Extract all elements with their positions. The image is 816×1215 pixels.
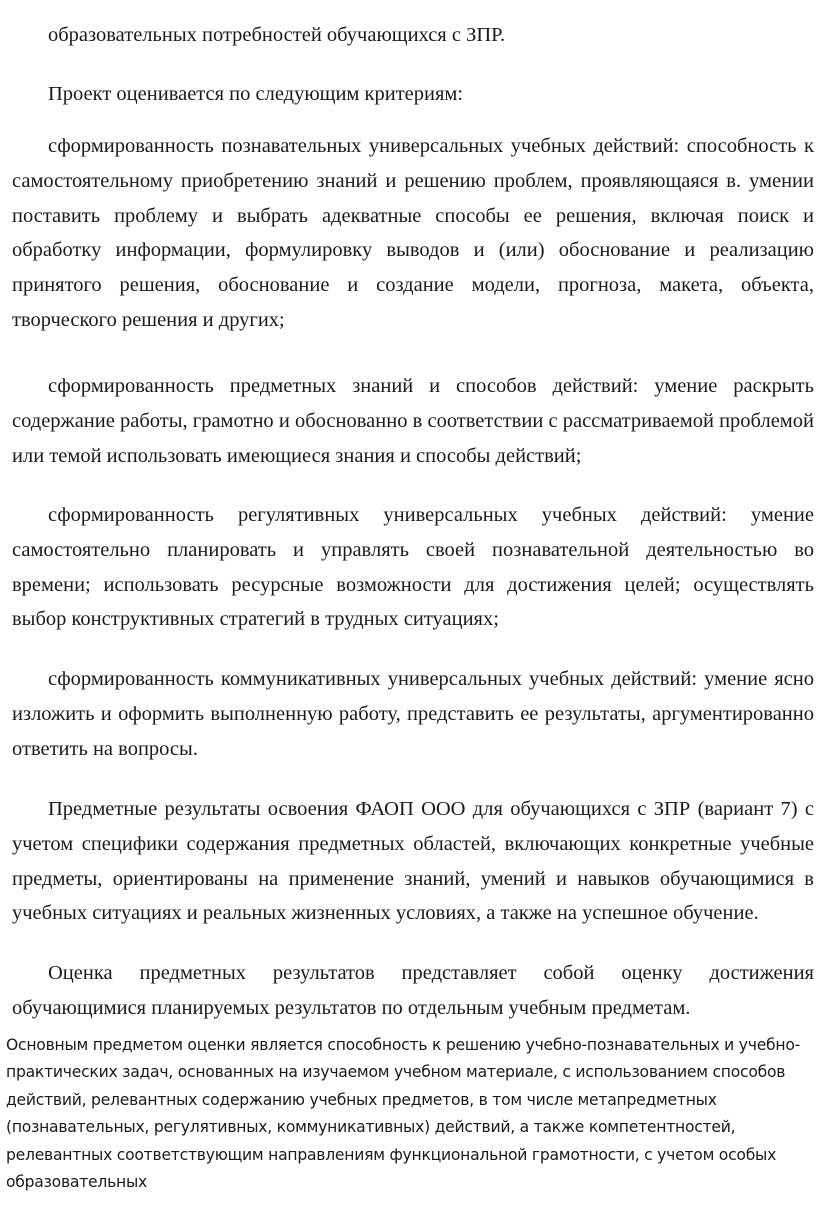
paragraph-assessment: Оценка предметных результатов представляет собой оценку достижения обучающимися планируемых результатов по отдельным учебным предметам. xyxy=(12,962,814,1019)
paragraph-subject-knowledge-criterion: сформированность предметных знаний и способов действий: умение раскрыть содержание работы, грамотно и обоснованно в соответствии с рассматриваемой проблемой или темой использовать имеющиеся знания и способы действий; xyxy=(12,375,814,467)
paragraph-subject-results: Предметные результаты освоения ФАОП ООО для обучающихся с ЗПР (вариант 7) с учетом специфики содержания предметных областей, включающих конкретные учебные предметы, ориентированы на применение знаний, умений и навыков обучающимися в учебных ситуациях и реальных жизненных условиях, а также на успешное обучение. xyxy=(12,798,814,925)
paragraph-regulatory-criterion: сформированность регулятивных универсальных учебных действий: умение самостоятельно планировать и управлять своей познавательной деятельностью во времени; использовать ресурсные возможности для достижения целей; осуществлять выбор конструктивных стратегий в трудных ситуациях; xyxy=(12,504,814,631)
paragraph-communicative-criterion: сформированность коммуникативных универсальных учебных действий: умение ясно изложить и оформить выполненную работу, представить ее результаты, аргументированно ответить на вопросы. xyxy=(12,668,814,760)
paragraph-criteria-heading: Проект оценивается по следующим критериям: xyxy=(48,83,464,105)
paragraph-intro-fragment: образовательных потребностей обучающихся с ЗПР. xyxy=(48,24,506,46)
paragraph-cognitive-criterion: сформированность познавательных универсальных учебных действий: способность к самостоятельному приобретению знаний и решению проблем, проявляющаяся в. умении поставить проблему и выбрать адекватные способы ее решения, включая поиск и обработку информации, формулировку выводов и (или) обоснование и реализацию принятого решения, обоснование и создание модели, прогноза, макета, объекта, творческого решения и других; xyxy=(12,135,814,331)
paragraph-main-assessment-subject: Основным предметом оценки является способность к решению учебно-познавательных и учебно-практических задач, основанных на изучаемом учебном материале, с использованием способов действий, релевантных содержанию учебных предметов, в том числе метапредметных (познавательных, регулятивных, коммуникативных) действий, а также компетентностей, релевантных соответствующим направлениям функциональной грамотности, с учетом особых образовательных xyxy=(6,1036,801,1192)
